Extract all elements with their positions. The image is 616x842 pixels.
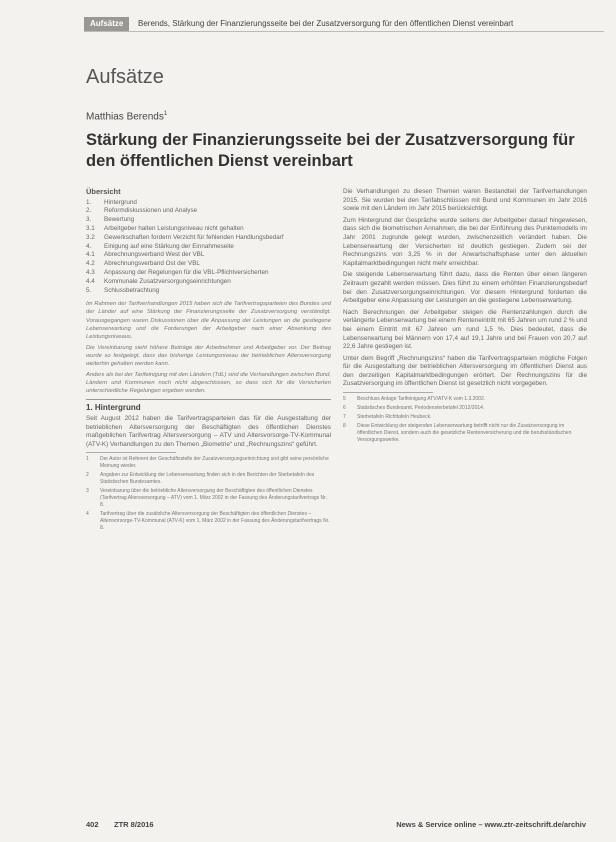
overview-num: 4.3: [86, 268, 95, 276]
overview-label: Kommunale Zusatzversorgungseinrichtungen: [104, 277, 231, 285]
overview-label: Bewertung: [104, 216, 135, 224]
overview-list: [86, 199, 331, 296]
footnote-num: 5: [343, 396, 346, 403]
abstract-paragraph: Die Vereinbarung sieht höhere Beiträge der Arbeitnehmer und Arbeitgeber vor. Der Beitrag wurde so festgelegt, dass das bisherige Leistungsniveau der betrieblichen Altersversorgung weiterhin gehalten werden kann.: [86, 344, 331, 368]
overview-label: Abrechnungsverband Ost der VBL: [104, 260, 200, 268]
abstract-paragraph: Im Rahmen der Tarifverhandlungen 2015 haben sich die Tarifvertragsparteien des Bundes und der Länder auf eine Stärkung der Finanzierungsseite der Zusatzversorgung verständigt. Vorausgegangen waren Diskussionen über die Anpassung der Leistungen an die gestiegene Lebenserwartung und die Forderungen der Arbeitgeber nach einer Absenkung des Leistungsniveaus.: [86, 301, 331, 340]
author-footnote-mark: 1: [163, 111, 168, 117]
footnote: [86, 472, 331, 486]
footnote-divider: [343, 392, 433, 393]
body-paragraph: Die steigende Lebenserwartung führt dazu, dass die Renten über einen längeren Zeitraum gezahlt werden müssen. Dies führt zu einem erhöhten Finanzierungsbedarf bei den Zusatzversorgungseinrichtungen. Vor diesem Hintergrund forderten die Arbeitgeber eine Anpassung der Leistungen an die gestiegene Lebenserwartung.: [343, 271, 587, 305]
footnote: [343, 423, 587, 444]
overview-label: Gewerkschaften fordern Verzicht für fehlenden Handlungsbedarf: [104, 233, 284, 241]
section-tag: Aufsätze: [84, 17, 129, 31]
overview-label: Abrechnungsverband West der VBL: [104, 251, 205, 259]
abstract-paragraph: Anders als bei der Tarifeinigung mit den Ländern (TdL) sind die Verhandlungen zwischen Bund, Ländern und Kommunen noch nicht abgeschlossen, so dass sich für die Versicherten unterschiedliche Regelungen ergeben werden.: [86, 372, 331, 395]
page-footer: [86, 820, 586, 832]
footnote-num: 4: [86, 510, 89, 517]
footnote: [86, 456, 331, 470]
overview-num: 4.2: [86, 260, 95, 268]
running-title: Berends, Stärkung der Finanzierungsseite bei der Zusatzversorgung für den öffentlichen Dienst vereinbart: [138, 19, 514, 28]
footnote-num: 6: [343, 404, 346, 411]
overview-item: [86, 251, 331, 260]
journal-issue: ZTR 8/2016: [114, 820, 154, 829]
footnote-text: Angaben zur Entwicklung der Lebenserwartung finden sich in den Berichten der Sterbetafeln des Statistischen Bundesamtes.: [100, 472, 315, 486]
footnote-text: Beschluss Anlage Tarifeinigung ATV/ATV-K vom 1.3.2002.: [357, 396, 486, 403]
footnote-num: 2: [86, 472, 89, 479]
running-header: [84, 17, 604, 32]
footnote: [343, 414, 587, 421]
overview-item: [86, 269, 331, 278]
overview-label: Arbeitgeber halten Leistungsniveau nicht gehalten: [104, 224, 244, 232]
page-number: 402: [86, 820, 99, 829]
body-paragraph: Unter dem Begriff „Rechnungszins“ haben die Tarifvertragsparteien mögliche Folgen für die Ausgestaltung der betrieblichen Altersversorgung im öffentlichen Dienst aus den derzeitigen Kapitalmarktbedingungen erörtert. Der Rechnungszins für die Zusatzversorgung im öffentlichen Dienst ist gesetzlich nicht vorgegeben.: [343, 354, 587, 388]
footnote-num: 7: [343, 413, 346, 420]
overview-num: 4.: [86, 242, 92, 250]
overview-item: [86, 260, 331, 269]
body-text: [86, 415, 331, 449]
overview-item: [86, 225, 331, 234]
overview-heading: Übersicht: [86, 187, 121, 196]
footnote: [86, 488, 331, 509]
overview-item: [86, 243, 331, 252]
abstract: [86, 300, 331, 395]
footnote-divider: [86, 452, 176, 453]
body-paragraph: Die Verhandlungen zu diesen Themen waren Bestandteil der Tarifverhandlungen 2015. Sie wurden bei den Tarifabschlüssen mit Bund und Kommunen im Jahr 2016 sowie mit den Ländern im Jahr 2015 berücksichtigt.: [343, 188, 587, 213]
footnote: [86, 511, 331, 532]
footnote-text: Sterbetafeln Richttafeln Heubeck.: [357, 413, 432, 420]
left-column: [86, 188, 331, 533]
overview-num: 1.: [86, 198, 92, 206]
body-paragraph: Zum Hintergrund der Gespräche wurde seitens der Arbeitgeber darauf hingewiesen, dass sich die biometrischen Annahmen, die bei der Einführung des Punktemodells im Jahr 2001 zugrunde gelegt wurden, zwischenzeitlich verändert haben. Die Lebenserwartung der Versicherten ist deutlich gestiegen. Zudem sei der Rechnungszins von 3,25 % in der Anwartschaftsphase unter den aktuellen Kapitalmarktbedingungen nicht mehr erreichbar.: [343, 216, 587, 267]
footnote-num: 8: [343, 422, 346, 429]
article-title: Stärkung der Finanzierungsseite bei der Zusatzversorgung für den öffentlichen Dienst vereinbart: [86, 131, 575, 170]
footnote: [343, 396, 587, 403]
overview-label: Hintergrund: [104, 198, 137, 206]
section-heading: 1. Hintergrund: [86, 399, 331, 413]
footnote-text: Diese Entwicklung der steigenden Lebenserwartung betrifft nicht nur die Zusatzversorgung im öffentlichen Dienst, sondern auch die gesetzliche Rentenversicherung und die berufsständischen Versorgungswerke.: [357, 422, 572, 443]
author: [86, 111, 167, 122]
overview-item: [86, 287, 331, 296]
footnote-text: Tarifvertrag über die zusätzliche Altersversorgung der Beschäftigten des öffentlichen Dienstes – Altersvorsorge-TV-Kommunal (ATV-K) vom 1. März 2002 in der Fassung des Änderungstarifvertrags Nr. 8.: [100, 510, 330, 531]
overview-item: [86, 199, 331, 208]
overview-num: 3.: [86, 216, 92, 224]
overview-num: 5.: [86, 286, 92, 294]
overview-num: 3.1: [86, 224, 95, 232]
footnotes: [343, 396, 587, 443]
footnote-num: 1: [86, 456, 89, 463]
overview-item: [86, 207, 331, 216]
overview-item: [86, 234, 331, 243]
overview-label: Reformdiskussionen und Analyse: [104, 207, 198, 215]
section-title: Aufsätze: [86, 66, 164, 88]
footnote-text: Vereinbarung über die betriebliche Altersversorgung der Beschäftigten des öffentlichen Dienstes (Tarifvertrag Altersversorgung – ATV) vom 1. März 2002 in der Fassung des Änderungstarifvertrags Nr. 8.: [100, 487, 327, 508]
overview-label: Einigung auf eine Stärkung der Einnahmeseite: [104, 242, 234, 250]
overview-num: 4.1: [86, 251, 95, 259]
footnote-num: 3: [86, 487, 89, 494]
overview-label: Schlussbetrachtung: [104, 286, 160, 294]
footer-url: News & Service online – www.ztr-zeitschrift.de/archiv: [396, 820, 586, 829]
body-paragraph: Seit August 2012 haben die Tarifvertragsparteien das für die Ausgestaltung der betrieblichen Altersversorgung der Beschäftigten des öffentlichen Dienstes maßgeblichen Tarifvertrag Altersversorgung – ATV und Altersvorsorge-TV-Kommunal (ATV-K) Verhandlungen zu den Themen „Biometrie“ und „Rechnungszins“ geführt.: [86, 414, 331, 448]
footnote: [343, 405, 587, 412]
footnote-text: Der Autor ist Referent der Geschäftsstelle der Zusatzversorgungseinrichtung und gibt seine persönliche Meinung wieder.: [100, 456, 329, 470]
footnote-text: Statistisches Bundesamt, Periodensterbetafel 2012/2014.: [357, 404, 485, 411]
right-column: [343, 188, 587, 446]
body-text: [343, 188, 587, 389]
footnotes: [86, 456, 331, 531]
overview-num: 2.: [86, 207, 92, 215]
overview-num: 4.4: [86, 277, 95, 285]
overview-label: Anpassung der Regelungen für die VBL-Pflichtversicherten: [104, 268, 269, 276]
body-paragraph: Nach Berechnungen der Arbeitgeber steigen die Rentenzahlungen durch die verlängerte Lebenserwartung bei einem Renteneintritt mit 65 Jahren um rund 2 % und bei einem Eintritt mit 67 Jahren um rund 1,5 %. Dies bedeutet, dass die Lebenserwartung bei Männern von 17,4 auf 19,1 Jahre und bei Frauen von 20,7 auf 22,6 Jahre gestiegen ist.: [343, 308, 587, 351]
overview-item: [86, 278, 331, 287]
overview-item: [86, 216, 331, 225]
overview-num: 3.2: [86, 233, 95, 241]
author-name: Matthias Berends: [86, 111, 164, 123]
